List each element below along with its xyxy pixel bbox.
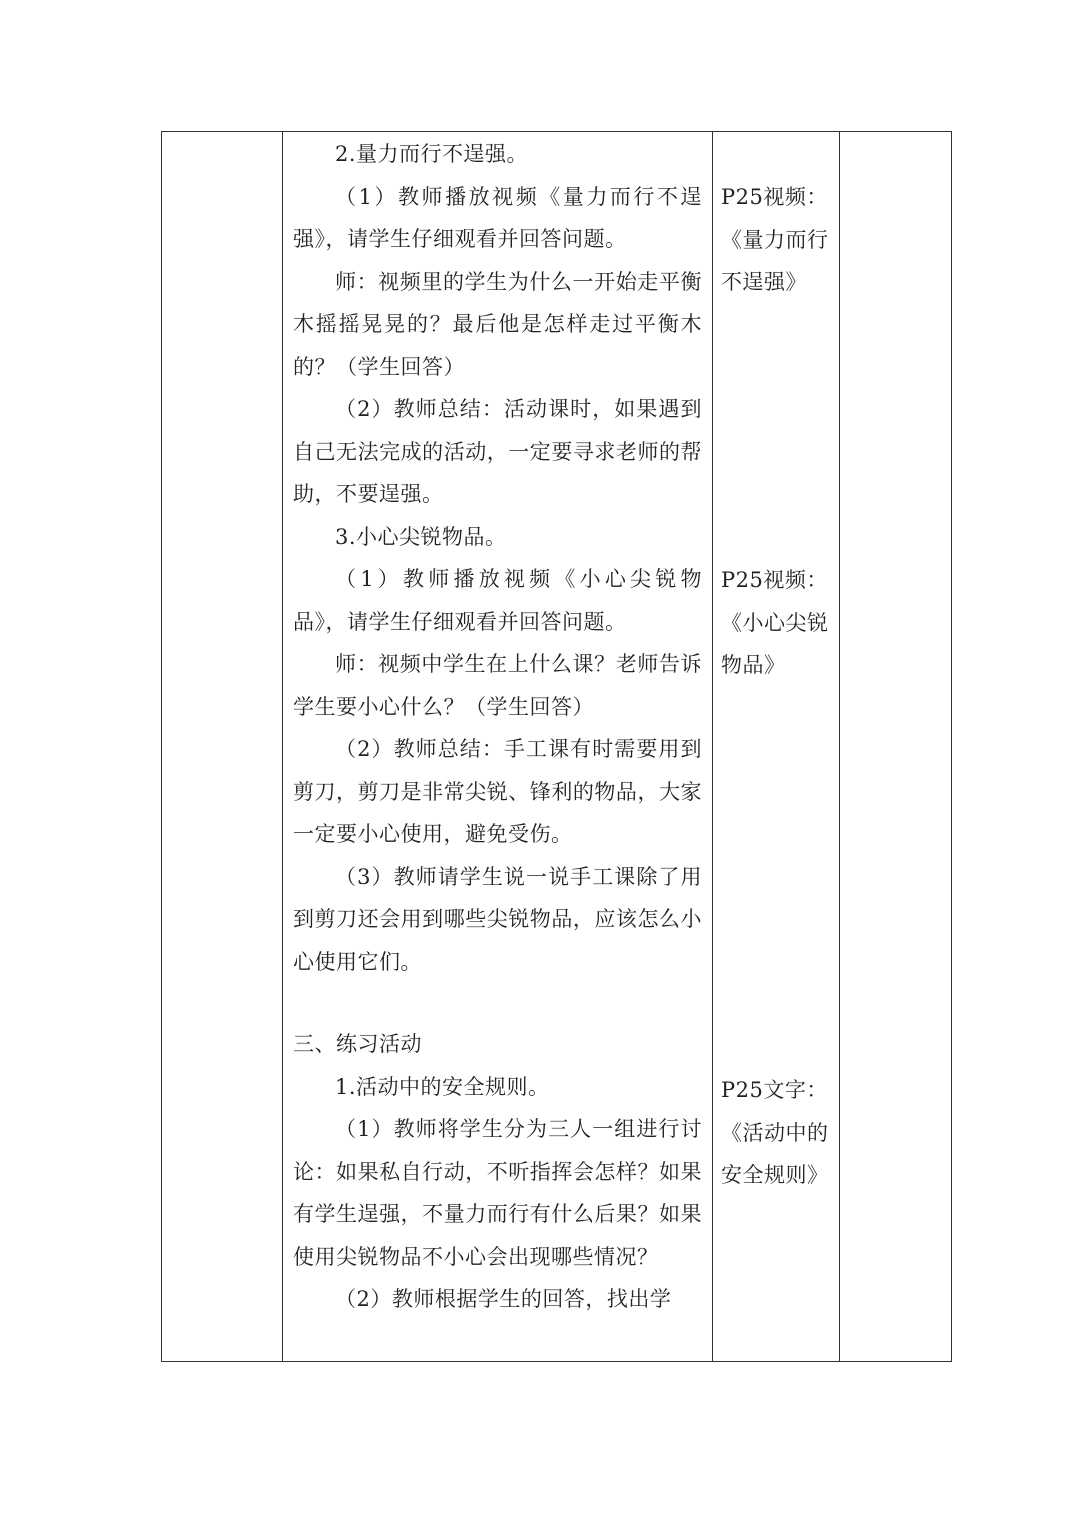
paragraph: （1）教师播放视频《量力而行不逞强》，请学生仔细观看并回答问题。 xyxy=(293,184,702,251)
paragraph: 师：视频里的学生为什么一开始走平衡木摇摇晃晃的？最后他是怎样走过平衡木的？（学生回答） xyxy=(293,269,702,379)
paragraph: （3）教师请学生说一说手工课除了用到剪刀还会用到哪些尖锐物品，应该怎么小心使用它们。 xyxy=(293,864,702,974)
paragraph: （1）教师将学生分为三人一组进行讨论：如果私自行动，不听指挥会怎样？如果有学生逞强，不量力而行有什么后果？如果使用尖锐物品不小心会出现哪些情况？ xyxy=(293,1117,702,1269)
paragraph: 师：视频中学生在上什么课？老师告诉学生要小心什么？（学生回答） xyxy=(293,652,702,719)
paragraph: （2）教师总结：手工课有时需要用到剪刀，剪刀是非常尖锐、锋利的物品，大家一定要小心使用，避免受伤。 xyxy=(293,737,702,846)
section-heading: 三、练习活动 xyxy=(293,1032,422,1056)
paragraph: （1）教师播放视频《小心尖锐物品》，请学生仔细观看并回答问题。 xyxy=(293,567,702,634)
paragraph: 1.活动中的安全规则。 xyxy=(335,1074,550,1099)
empty-left-cell xyxy=(162,132,283,1362)
teaching-process-cell xyxy=(283,132,713,1362)
resource-note: P25视频：《量力而行不逞强》 xyxy=(721,185,829,294)
empty-right-cell xyxy=(840,132,952,1362)
lesson-plan-table xyxy=(161,131,952,1362)
paragraph: （2）教师总结：活动课时，如果遇到自己无法完成的活动，一定要寻求老师的帮助，不要逞强。 xyxy=(293,397,702,506)
paragraph: 2.量力而行不逞强。 xyxy=(335,142,529,166)
resource-note: P25视频：《小心尖锐物品》 xyxy=(721,568,829,677)
notes-container xyxy=(721,132,831,1361)
table-row xyxy=(162,132,952,1362)
paragraph: （2）教师根据学生的回答，找出学 xyxy=(335,1287,672,1311)
resource-notes-cell xyxy=(713,132,840,1362)
spacer xyxy=(293,983,702,1023)
resource-note: P25文字：《活动中的安全规则》 xyxy=(721,1078,829,1187)
paragraph: 3.小心尖锐物品。 xyxy=(335,524,507,549)
